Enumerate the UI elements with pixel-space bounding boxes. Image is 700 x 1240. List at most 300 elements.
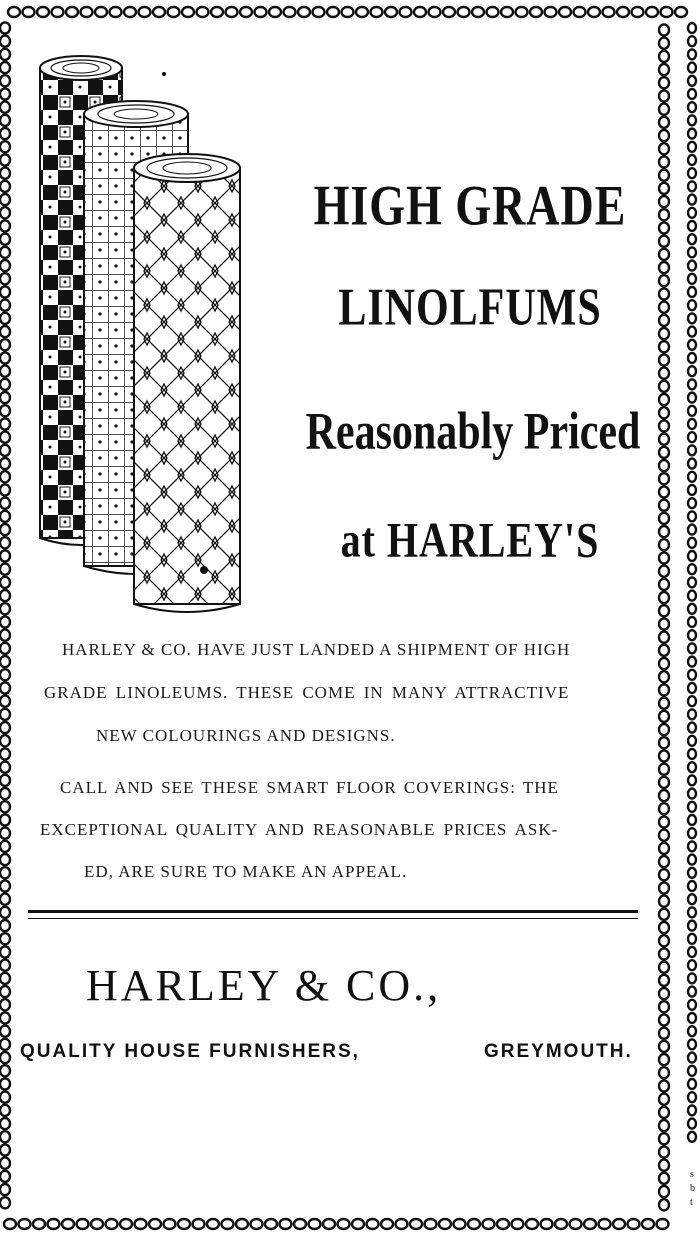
border-ring bbox=[0, 880, 10, 891]
border-ring bbox=[4, 1219, 16, 1229]
border-ring bbox=[0, 62, 10, 73]
border-ring bbox=[688, 366, 696, 376]
border-ring bbox=[659, 1186, 669, 1197]
headline-linoleums: LINOLFUMS bbox=[338, 279, 602, 337]
border-ring bbox=[0, 1052, 10, 1063]
border-ring bbox=[0, 115, 10, 126]
border-ring bbox=[19, 1219, 31, 1229]
border-ring bbox=[688, 1013, 696, 1023]
border-ring bbox=[120, 1219, 132, 1229]
border-ring bbox=[659, 605, 669, 616]
border-ring bbox=[688, 313, 696, 323]
border-ring bbox=[688, 445, 696, 455]
border-ring bbox=[396, 1219, 408, 1229]
border-ring bbox=[688, 591, 696, 601]
border-ring bbox=[659, 869, 669, 880]
border-ring bbox=[688, 630, 696, 640]
border-ring bbox=[0, 75, 10, 86]
border-ring bbox=[0, 88, 10, 99]
border-ring bbox=[688, 551, 696, 561]
border-ring bbox=[0, 366, 10, 377]
border-ring bbox=[688, 129, 696, 139]
border-ring bbox=[0, 194, 10, 205]
border-ring bbox=[688, 340, 696, 350]
border-ring bbox=[659, 592, 669, 603]
border-ring bbox=[659, 948, 669, 959]
border-ring bbox=[0, 49, 10, 60]
border-ring bbox=[0, 854, 10, 865]
border-ring bbox=[0, 960, 10, 971]
border-ring bbox=[501, 7, 513, 17]
border-ring bbox=[251, 1219, 263, 1229]
border-ring bbox=[688, 894, 696, 904]
border-ring bbox=[659, 1107, 669, 1118]
border-ring bbox=[688, 23, 696, 33]
border-ring bbox=[0, 709, 10, 720]
border-ring bbox=[659, 632, 669, 643]
border-ring bbox=[0, 682, 10, 693]
border-ring bbox=[77, 1219, 89, 1229]
border-ring bbox=[0, 867, 10, 878]
border-ring bbox=[613, 1219, 625, 1229]
border-ring bbox=[688, 89, 696, 99]
body-paragraph-1-line-2: GRADE LINOLEUMS. THESE COME IN MANY ATTRACTIVE bbox=[44, 683, 570, 702]
border-ring bbox=[0, 1078, 10, 1089]
border-ring bbox=[0, 933, 10, 944]
border-ring bbox=[207, 1219, 219, 1229]
border-ring bbox=[95, 7, 107, 17]
border-ring bbox=[688, 208, 696, 218]
body-paragraph-2-line-2: EXCEPTIONAL QUALITY AND REASONABLE PRICES ASK- bbox=[40, 820, 559, 839]
border-ring bbox=[688, 1105, 696, 1115]
body-paragraph-2-line-3: ED, ARE SURE TO MAKE AN APPEAL. bbox=[84, 862, 408, 881]
border-ring bbox=[139, 7, 151, 17]
border-ring bbox=[688, 1039, 696, 1049]
border-ring bbox=[555, 1219, 567, 1229]
border-ring bbox=[0, 1197, 10, 1208]
border-ring bbox=[688, 287, 696, 297]
border-ring bbox=[659, 275, 669, 286]
border-ring bbox=[688, 934, 696, 944]
border-ring bbox=[81, 7, 93, 17]
border-ring bbox=[688, 736, 696, 746]
border-ring bbox=[0, 471, 10, 482]
border-ring bbox=[0, 1131, 10, 1142]
border-ring bbox=[688, 485, 696, 495]
border-ring bbox=[342, 7, 354, 17]
border-ring bbox=[659, 170, 669, 181]
border-ring bbox=[659, 1067, 669, 1078]
tagline-location: GREYMOUTH. bbox=[484, 1041, 633, 1062]
border-ring bbox=[659, 288, 669, 299]
border-ring bbox=[0, 445, 10, 456]
tagline-furnishers: QUALITY HOUSE FURNISHERS, bbox=[20, 1041, 360, 1062]
border-ring bbox=[659, 51, 669, 62]
border-ring bbox=[688, 327, 696, 337]
border-ring bbox=[675, 7, 687, 17]
border-ring bbox=[688, 63, 696, 73]
border-ring bbox=[468, 1219, 480, 1229]
border-ring bbox=[0, 286, 10, 297]
border-ring bbox=[371, 7, 383, 17]
border-ring bbox=[236, 1219, 248, 1229]
border-ring bbox=[0, 920, 10, 931]
border-ring bbox=[688, 115, 696, 125]
headline-at-harleys: at HARLEY'S bbox=[340, 511, 600, 568]
border-ring bbox=[688, 643, 696, 653]
border-ring bbox=[617, 7, 629, 17]
border-ring bbox=[0, 577, 10, 588]
border-ring bbox=[688, 419, 696, 429]
border-ring bbox=[688, 815, 696, 825]
border-ring bbox=[338, 1219, 350, 1229]
border-ring bbox=[659, 262, 669, 273]
border-ring bbox=[659, 671, 669, 682]
headline-reasonably-priced: Reasonably Priced bbox=[305, 403, 641, 461]
border-ring bbox=[323, 1219, 335, 1229]
border-ring bbox=[0, 828, 10, 839]
border-ring bbox=[659, 618, 669, 629]
border-ring bbox=[659, 539, 669, 550]
border-ring bbox=[659, 816, 669, 827]
border-ring bbox=[0, 973, 10, 984]
border-ring bbox=[0, 379, 10, 390]
border-ring bbox=[659, 249, 669, 260]
border-ring bbox=[659, 473, 669, 484]
border-ring bbox=[0, 432, 10, 443]
border-ring bbox=[0, 814, 10, 825]
border-ring bbox=[400, 7, 412, 17]
border-ring bbox=[0, 1105, 10, 1116]
border-ring bbox=[688, 947, 696, 957]
border-ring bbox=[659, 130, 669, 141]
border-ring bbox=[688, 274, 696, 284]
border-ring bbox=[584, 1219, 596, 1229]
border-ring bbox=[0, 801, 10, 812]
border-ring bbox=[659, 1041, 669, 1052]
border-ring bbox=[284, 7, 296, 17]
border-ring bbox=[688, 604, 696, 614]
border-ring bbox=[0, 564, 10, 575]
border-ring bbox=[497, 1219, 509, 1229]
border-ring bbox=[688, 657, 696, 667]
border-ring bbox=[367, 1219, 379, 1229]
border-ring bbox=[659, 341, 669, 352]
border-ring bbox=[0, 128, 10, 139]
border-ring bbox=[0, 392, 10, 403]
border-ring bbox=[659, 64, 669, 75]
border-ring bbox=[659, 856, 669, 867]
border-ring bbox=[178, 1219, 190, 1229]
border-ring bbox=[688, 234, 696, 244]
border-ring bbox=[0, 1171, 10, 1182]
border-ring bbox=[659, 143, 669, 154]
border-ring bbox=[688, 432, 696, 442]
border-ring bbox=[0, 273, 10, 284]
border-ring bbox=[659, 117, 669, 128]
border-ring bbox=[483, 1219, 495, 1229]
border-ring bbox=[153, 7, 165, 17]
border-ring bbox=[0, 220, 10, 231]
border-ring bbox=[688, 459, 696, 469]
border-ring bbox=[688, 789, 696, 799]
border-ring bbox=[688, 538, 696, 548]
border-ring bbox=[659, 724, 669, 735]
border-ring bbox=[0, 696, 10, 707]
border-ring bbox=[659, 222, 669, 233]
border-ring bbox=[659, 803, 669, 814]
border-ring bbox=[688, 709, 696, 719]
border-ring bbox=[0, 894, 10, 905]
border-ring bbox=[541, 1219, 553, 1229]
border-ring bbox=[659, 302, 669, 313]
border-ring bbox=[659, 183, 669, 194]
border-ring bbox=[688, 498, 696, 508]
border-ring bbox=[688, 1079, 696, 1089]
border-ring bbox=[526, 1219, 538, 1229]
border-ring bbox=[688, 960, 696, 970]
border-ring bbox=[659, 975, 669, 986]
border-ring bbox=[688, 723, 696, 733]
border-ring bbox=[659, 750, 669, 761]
border-ring bbox=[0, 946, 10, 957]
border-ring bbox=[659, 1146, 669, 1157]
border-ring bbox=[632, 7, 644, 17]
border-ring bbox=[280, 1219, 292, 1229]
border-ring bbox=[313, 7, 325, 17]
border-ring bbox=[688, 76, 696, 86]
border-ring bbox=[688, 1119, 696, 1129]
border-ring bbox=[688, 155, 696, 165]
border-ring bbox=[472, 7, 484, 17]
border-ring bbox=[0, 511, 10, 522]
border-ring bbox=[0, 1118, 10, 1129]
border-ring bbox=[659, 486, 669, 497]
border-ring bbox=[659, 790, 669, 801]
border-ring bbox=[659, 698, 669, 709]
border-ring bbox=[0, 524, 10, 535]
border-ring bbox=[659, 737, 669, 748]
roll-front bbox=[134, 154, 240, 612]
border-ring bbox=[168, 7, 180, 17]
border-ring bbox=[545, 7, 557, 17]
border-ring bbox=[0, 841, 10, 852]
border-ring bbox=[642, 1219, 654, 1229]
border-ring bbox=[0, 616, 10, 627]
border-ring bbox=[688, 168, 696, 178]
adjacent-letter: s bbox=[690, 1169, 694, 1180]
border-ring bbox=[0, 669, 10, 680]
border-ring bbox=[659, 381, 669, 392]
border-ring bbox=[657, 1219, 669, 1229]
border-ring bbox=[294, 1219, 306, 1229]
border-ring bbox=[659, 962, 669, 973]
border-ring bbox=[659, 935, 669, 946]
border-ring bbox=[454, 1219, 466, 1229]
border-ring bbox=[0, 775, 10, 786]
border-ring bbox=[688, 221, 696, 231]
border-ring bbox=[688, 921, 696, 931]
border-ring bbox=[197, 7, 209, 17]
border-ring bbox=[588, 7, 600, 17]
border-ring bbox=[0, 603, 10, 614]
border-ring bbox=[688, 670, 696, 680]
border-ring bbox=[659, 236, 669, 247]
border-ring bbox=[439, 1219, 451, 1229]
border-ring bbox=[182, 7, 194, 17]
border-ring bbox=[659, 830, 669, 841]
border-ring bbox=[659, 988, 669, 999]
border-ring bbox=[688, 617, 696, 627]
border-ring bbox=[429, 7, 441, 17]
border-ring bbox=[149, 1219, 161, 1229]
border-ring bbox=[52, 7, 64, 17]
border-ring bbox=[0, 1012, 10, 1023]
divider-rule-thin bbox=[28, 918, 638, 919]
border-ring bbox=[356, 7, 368, 17]
border-ring bbox=[688, 1092, 696, 1102]
border-ring bbox=[23, 7, 35, 17]
body-paragraph-1-line-1: HARLEY & CO. HAVE JUST LANDED A SHIPMENT OF HIGH bbox=[62, 640, 571, 659]
border-ring bbox=[0, 458, 10, 469]
border-ring bbox=[0, 907, 10, 918]
border-ring bbox=[0, 247, 10, 258]
border-ring bbox=[0, 498, 10, 509]
border-ring bbox=[0, 999, 10, 1010]
border-ring bbox=[688, 577, 696, 587]
border-ring bbox=[240, 7, 252, 17]
border-ring bbox=[0, 418, 10, 429]
border-ring bbox=[226, 7, 238, 17]
border-ring bbox=[659, 1120, 669, 1131]
border-ring bbox=[0, 1092, 10, 1103]
border-ring bbox=[309, 1219, 321, 1229]
border-ring bbox=[659, 777, 669, 788]
border-ring bbox=[0, 154, 10, 165]
border-ring bbox=[659, 1080, 669, 1091]
border-ring bbox=[688, 393, 696, 403]
border-ring bbox=[688, 247, 696, 257]
border-ring bbox=[659, 38, 669, 49]
border-ring bbox=[688, 525, 696, 535]
border-ring bbox=[688, 564, 696, 574]
border-ring bbox=[0, 1026, 10, 1037]
border-ring bbox=[659, 711, 669, 722]
border-ring bbox=[659, 552, 669, 563]
border-ring bbox=[688, 353, 696, 363]
headline-high-grade: HIGH GRADE bbox=[313, 173, 627, 237]
border-ring bbox=[659, 658, 669, 669]
border-ring bbox=[193, 1219, 205, 1229]
border-ring bbox=[659, 1199, 669, 1210]
border-ring bbox=[91, 1219, 103, 1229]
border-ring bbox=[688, 749, 696, 759]
border-ring bbox=[0, 300, 10, 311]
border-ring bbox=[688, 181, 696, 191]
border-ring bbox=[0, 1039, 10, 1050]
border-ring bbox=[352, 1219, 364, 1229]
border-ring bbox=[659, 500, 669, 511]
border-ring bbox=[659, 1133, 669, 1144]
border-ring bbox=[688, 696, 696, 706]
border-ring bbox=[659, 196, 669, 207]
border-ring bbox=[688, 868, 696, 878]
border-ring bbox=[327, 7, 339, 17]
border-ring bbox=[659, 1001, 669, 1012]
border-ring bbox=[661, 7, 673, 17]
border-ring bbox=[688, 261, 696, 271]
border-ring bbox=[659, 566, 669, 577]
border-ring bbox=[659, 1173, 669, 1184]
border-ring bbox=[659, 684, 669, 695]
border-ring bbox=[659, 882, 669, 893]
border-ring bbox=[688, 841, 696, 851]
border-ring bbox=[0, 986, 10, 997]
border-ring bbox=[0, 1144, 10, 1155]
border-ring bbox=[0, 313, 10, 324]
border-ring bbox=[646, 7, 658, 17]
divider-rule-thick bbox=[28, 910, 638, 913]
border-ring bbox=[0, 748, 10, 759]
border-ring bbox=[688, 142, 696, 152]
border-ring bbox=[222, 1219, 234, 1229]
border-ring bbox=[688, 379, 696, 389]
border-ring bbox=[659, 209, 669, 220]
firm-name: HARLEY & CO., bbox=[86, 961, 442, 1010]
border-ring bbox=[0, 484, 10, 495]
body-paragraph-1-line-3: NEW COLOURINGS AND DESIGNS. bbox=[96, 726, 396, 745]
border-ring bbox=[414, 7, 426, 17]
border-ring bbox=[659, 1054, 669, 1065]
border-ring bbox=[0, 36, 10, 47]
border-ring bbox=[33, 1219, 45, 1229]
border-ring bbox=[688, 1026, 696, 1036]
linoleum-rolls-illustration bbox=[28, 50, 273, 620]
border-ring bbox=[0, 762, 10, 773]
border-ring bbox=[0, 788, 10, 799]
border-ring bbox=[688, 1053, 696, 1063]
border-ring bbox=[659, 156, 669, 167]
border-ring bbox=[628, 1219, 640, 1229]
border-ring bbox=[106, 1219, 118, 1229]
border-ring bbox=[688, 987, 696, 997]
border-ring bbox=[298, 7, 310, 17]
border-ring bbox=[688, 775, 696, 785]
body-paragraph-2-line-1: CALL AND SEE THESE SMART FLOOR COVERINGS: THE bbox=[60, 778, 559, 797]
border-ring bbox=[659, 104, 669, 115]
border-ring bbox=[659, 77, 669, 88]
border-ring bbox=[559, 7, 571, 17]
border-ring bbox=[688, 36, 696, 46]
border-ring bbox=[0, 141, 10, 152]
border-ring bbox=[688, 49, 696, 59]
border-ring bbox=[0, 1158, 10, 1169]
border-ring bbox=[574, 7, 586, 17]
border-ring bbox=[425, 1219, 437, 1229]
border-ring bbox=[255, 7, 267, 17]
border-ring bbox=[66, 7, 78, 17]
border-ring bbox=[0, 643, 10, 654]
border-ring bbox=[688, 511, 696, 521]
border-ring bbox=[48, 1219, 60, 1229]
border-ring bbox=[381, 1219, 393, 1229]
border-ring bbox=[0, 102, 10, 113]
border-ring bbox=[688, 907, 696, 917]
border-ring bbox=[659, 328, 669, 339]
border-ring bbox=[688, 1066, 696, 1076]
border-ring bbox=[0, 339, 10, 350]
border-ring bbox=[487, 7, 499, 17]
